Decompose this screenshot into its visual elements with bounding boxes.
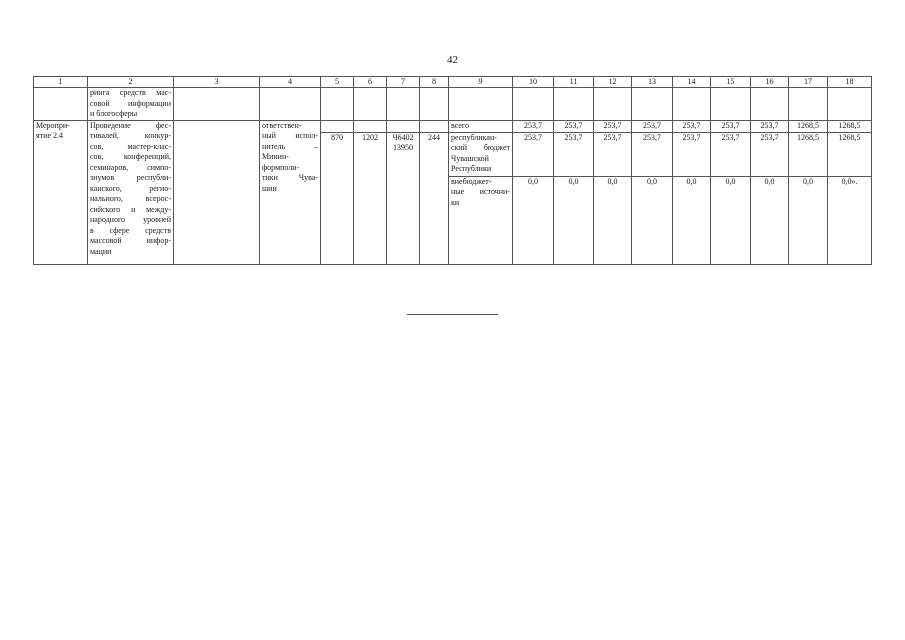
column-number: 1 [34,77,88,88]
funding-value: 253,7 [554,132,594,176]
funding-value: 0,0 [513,176,554,264]
text-line: ные источни- [451,187,510,196]
text-line: формполи- [262,162,300,172]
column-number: 5 [321,77,354,88]
text-line: Республики [451,164,492,173]
table-row [34,120,872,132]
funding-value: 0,0 [632,176,673,264]
text-line: Проведение фес- [90,120,171,130]
text-line: Чувашской [451,153,489,163]
funding-value: 0,0 [594,176,632,264]
funding-value: 0,0 [751,176,789,264]
funding-value: 253,7 [594,120,632,132]
funding-value: 253,7 [513,120,554,132]
text-line: ный испол- [262,131,318,140]
funding-value: 253,7 [594,132,632,176]
text-line: тивалей, конкур- [90,131,171,140]
text-line: Ч6402 [392,132,414,142]
funding-value: 253,7 [632,132,673,176]
funding-value: 253,7 [554,120,594,132]
text-line: всего [451,120,470,130]
text-line: сов, мастер-клас- [90,141,171,151]
text-line: ский бюджет [451,143,510,152]
text-line: в сфере средств [90,225,171,235]
text-line: нального, всерос- [90,194,171,203]
column-number: 10 [513,77,554,88]
text-line: ринга средств мас- [90,88,171,97]
text-line: мации [90,246,112,256]
empty-cell [387,120,420,132]
text-line: народного уровней [90,215,171,224]
text-line: канского, регио- [90,183,171,193]
text-line: и блогосферы [90,109,138,118]
funding-source [449,176,513,264]
funding-value: 1268,5 [828,132,872,176]
footnote-separator-line [407,314,498,315]
text-line: ки [451,197,460,207]
text-line: ятие 2.4 [36,131,64,140]
text-line: нитель – [262,141,318,151]
measure-name [34,120,88,264]
text-line: внебюджет- [451,176,492,186]
funding-value: 253,7 [711,132,751,176]
column-number: 2 [88,77,174,88]
funding-value: 1268,5 [789,120,828,132]
carry-over-description [88,88,174,121]
funding-value: 1268,5 [828,120,872,132]
empty-cell [354,120,387,132]
column-number: 18 [828,77,872,88]
funding-value: 0,0 [673,176,711,264]
column-number: 3 [174,77,260,88]
text-line: тики Чува- [262,173,318,182]
text-line: ответствен- [262,120,302,130]
column-number: 15 [711,77,751,88]
column-number: 14 [673,77,711,88]
empty-cell [321,120,354,132]
code-col7 [387,132,420,264]
funding-value: 253,7 [751,132,789,176]
text-line: сийского и между- [90,204,171,214]
funding-value: 1268,5 [789,132,828,176]
text-line: совой информации [90,98,171,108]
page-number: 42 [447,54,458,66]
carry-col1 [34,88,88,121]
column-number: 17 [789,77,828,88]
funding-value: 0,0 [789,176,828,264]
funding-value: 0,0 [711,176,751,264]
column-number: 7 [387,77,420,88]
code-col8: 244 [420,132,449,264]
column-number: 11 [554,77,594,88]
text-line: Минин- [262,152,289,161]
code-col5: 870 [321,132,354,264]
empty-cell [420,120,449,132]
carry-col3 [174,88,260,121]
funding-value: 253,7 [513,132,554,176]
measure-executor [260,120,321,264]
text-line: Меропри- [36,120,70,130]
text-line: зиумов республи- [90,173,171,182]
funding-value: 0,0». [828,176,872,264]
funding-source [449,132,513,176]
funding-value: 253,7 [751,120,789,132]
funding-value: 253,7 [673,132,711,176]
column-number: 8 [420,77,449,88]
funding-source [449,120,513,132]
text-line: 13950 [393,143,413,152]
column-number: 6 [354,77,387,88]
budget-table [33,76,872,265]
code-col6: 1202 [354,132,387,264]
funding-value: 253,7 [711,120,751,132]
text-line: массовой инфор- [90,236,171,245]
carry-col4 [260,88,321,121]
column-number: 9 [449,77,513,88]
column-number: 13 [632,77,673,88]
funding-value: 253,7 [673,120,711,132]
text-line: сов, конференций, [90,152,171,161]
text-line: семинаров, симпо- [90,162,171,172]
text-line: республикан- [451,132,497,142]
column-number: 12 [594,77,632,88]
column-number-row [34,77,872,88]
measure-col3 [174,120,260,264]
text-line: шии [262,183,277,193]
column-number: 4 [260,77,321,88]
carry-over-row [34,88,872,121]
column-number: 16 [751,77,789,88]
measure-description [88,120,174,264]
funding-value: 0,0 [554,176,594,264]
funding-value: 253,7 [632,120,673,132]
